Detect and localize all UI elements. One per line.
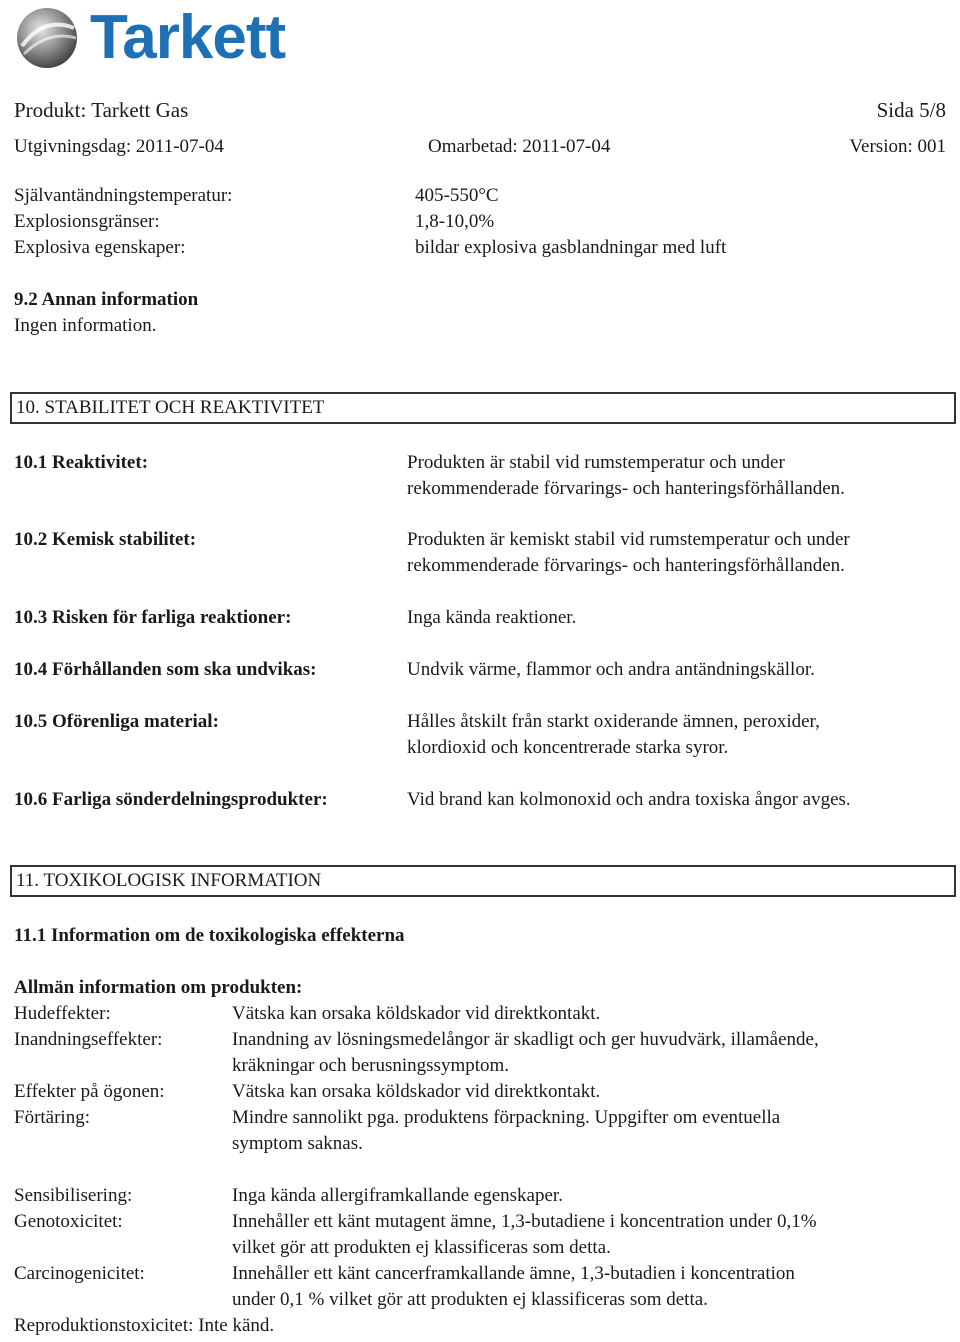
effect-value-line: kräkningar och berusningssymptom. bbox=[232, 1055, 510, 1076]
item-value bbox=[407, 657, 815, 683]
property-label: Självantändningstemperatur: bbox=[14, 185, 233, 206]
effect-label: Inandningseffekter: bbox=[14, 1029, 163, 1050]
item-value-line: rekommenderade förvarings- och hanteringsförhållanden. bbox=[407, 478, 845, 499]
effect-value-line: Vätska kan orsaka köldskador vid direktkontakt. bbox=[232, 1003, 601, 1024]
item-value bbox=[407, 709, 820, 761]
effect-label: Hudeffekter: bbox=[14, 1003, 111, 1024]
section-11-header bbox=[10, 865, 956, 897]
item-label: 10.2 Kemisk stabilitet: bbox=[14, 529, 197, 550]
repro-label: Reproduktionstoxicitet: bbox=[14, 1315, 194, 1336]
tox-value-line: Innehåller ett känt mutagent ämne, 1,3-butadiene i koncentration under 0,1% bbox=[232, 1211, 817, 1232]
item-value-line: Hålles åtskilt från starkt oxiderande ämnen, peroxider, bbox=[407, 711, 820, 732]
effect-value-line: Mindre sannolikt pga. produktens förpackning. Uppgifter om eventuella bbox=[232, 1107, 781, 1128]
section-10-title: 10. STABILITET OCH REAKTIVITET bbox=[16, 397, 325, 418]
item-label: 10.4 Förhållanden som ska undvikas: bbox=[14, 659, 317, 680]
effect-value bbox=[232, 1001, 600, 1027]
property-label: Explosiva egenskaper: bbox=[14, 237, 186, 258]
tox-value-line: under 0,1 % vilket gör att produkten ej klassificeras som detta. bbox=[232, 1289, 708, 1310]
tox-value-line: Inga kända allergiframkallande egenskaper. bbox=[232, 1185, 563, 1206]
tox-label: Sensibilisering: bbox=[14, 1185, 133, 1206]
tox-value-line: Innehåller ett känt cancerframkallande ämne, 1,3-butadien i koncentration bbox=[232, 1263, 795, 1284]
effect-value bbox=[232, 1079, 600, 1105]
item-value-line: Vid brand kan kolmonoxid och andra toxiska ångor avges. bbox=[407, 789, 851, 810]
header-page: Sida 5/8 bbox=[876, 98, 946, 122]
effect-value-line: symptom saknas. bbox=[232, 1133, 363, 1154]
property-label: Explosionsgränser: bbox=[14, 211, 160, 232]
property-value: bildar explosiva gasblandningar med luft bbox=[415, 237, 727, 258]
item-label: 10.6 Farliga sönderdelningsprodukter: bbox=[14, 789, 328, 810]
tox-value bbox=[232, 1261, 795, 1313]
tox-label: Carcinogenicitet: bbox=[14, 1263, 145, 1284]
effect-value bbox=[232, 1105, 780, 1157]
item-value-line: rekommenderade förvarings- och hanteringsförhållanden. bbox=[407, 555, 845, 576]
tox-label: Genotoxicitet: bbox=[14, 1211, 123, 1232]
section-9-2-title: 9.2 Annan information bbox=[14, 289, 199, 310]
repro-item bbox=[14, 1313, 274, 1339]
effect-label: Förtäring: bbox=[14, 1107, 90, 1128]
tarkett-logo bbox=[14, 3, 334, 72]
repro-value: Inte känd. bbox=[198, 1315, 275, 1336]
general-info-title: Allmän information om produkten: bbox=[14, 977, 303, 998]
section-11-title: 11. TOXIKOLOGISK INFORMATION bbox=[16, 870, 322, 891]
item-value bbox=[407, 787, 851, 813]
item-value-line: Produkten är kemiskt stabil vid rumstemperatur och under bbox=[407, 529, 850, 550]
item-value-line: klordioxid och koncentrerade starka syror. bbox=[407, 737, 729, 758]
effect-value bbox=[232, 1027, 819, 1079]
effect-label: Effekter på ögonen: bbox=[14, 1081, 165, 1102]
section-9-2-text: Ingen information. bbox=[14, 315, 157, 336]
tox-value-line: vilket gör att produkten ej klassificeras som detta. bbox=[232, 1237, 611, 1258]
item-value bbox=[407, 450, 845, 502]
item-value bbox=[407, 605, 576, 631]
logo-emblem-icon bbox=[14, 6, 80, 70]
item-value-line: Inga kända reaktioner. bbox=[407, 607, 577, 628]
effect-value-line: Inandning av lösningsmedelångor är skadligt och ger huvudvärk, illamående, bbox=[232, 1029, 819, 1050]
section-10-header bbox=[10, 392, 956, 424]
item-value bbox=[407, 527, 850, 579]
section-11-1-title: 11.1 Information om de toxikologiska effekterna bbox=[14, 925, 405, 946]
property-value: 405-550°C bbox=[415, 185, 499, 206]
item-label: 10.5 Oförenliga material: bbox=[14, 711, 219, 732]
logo-wordmark: Tarkett bbox=[90, 3, 286, 72]
item-value-line: Undvik värme, flammor och andra antändningskällor. bbox=[407, 659, 815, 680]
item-label: 10.1 Reaktivitet: bbox=[14, 452, 149, 473]
tox-value bbox=[232, 1183, 563, 1209]
tox-value bbox=[232, 1209, 817, 1261]
header-version: Version: 001 bbox=[849, 136, 946, 157]
header-product: Produkt: Tarkett Gas bbox=[14, 98, 189, 122]
property-value: 1,8-10,0% bbox=[415, 211, 495, 232]
item-value-line: Produkten är stabil vid rumstemperatur och under bbox=[407, 452, 785, 473]
effect-value-line: Vätska kan orsaka köldskador vid direktkontakt. bbox=[232, 1081, 601, 1102]
item-label: 10.3 Risken för farliga reaktioner: bbox=[14, 607, 292, 628]
header-revised: Omarbetad: 2011-07-04 bbox=[428, 136, 611, 157]
header-issued: Utgivningsdag: 2011-07-04 bbox=[14, 136, 224, 157]
